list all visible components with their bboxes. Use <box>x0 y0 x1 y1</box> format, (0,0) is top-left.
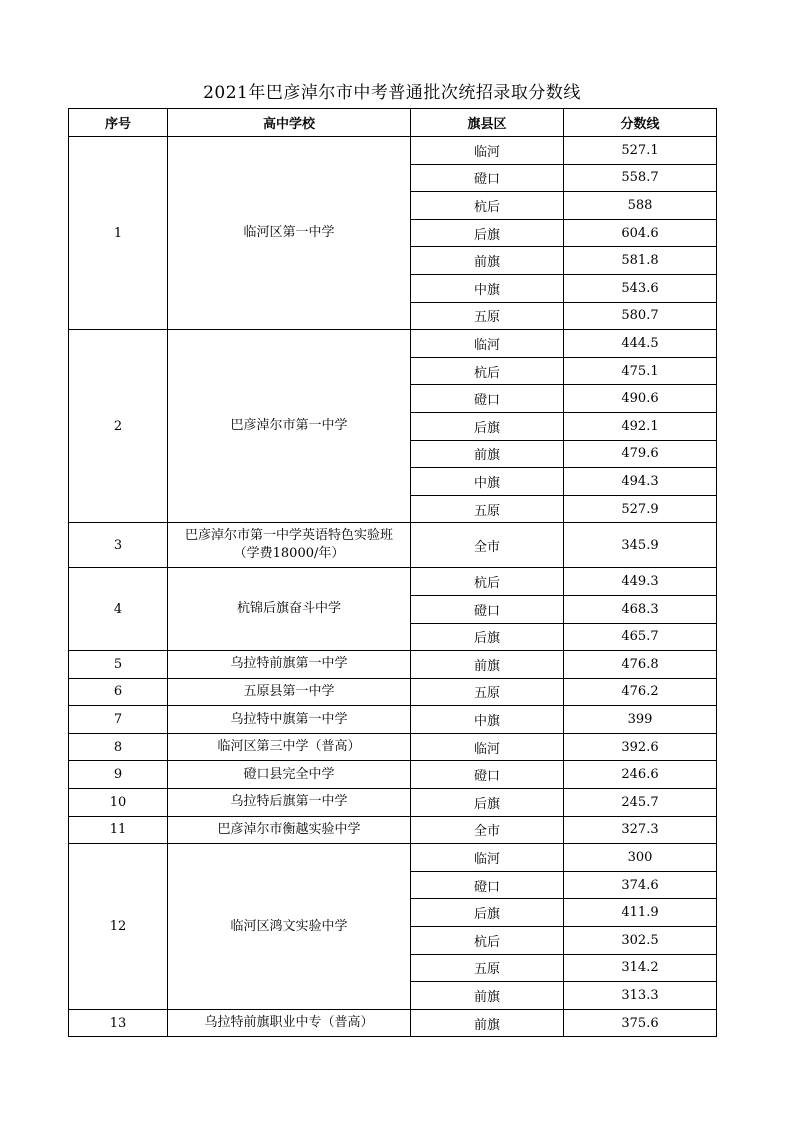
school-index: 6 <box>69 678 168 706</box>
district-cell: 磴口 <box>411 595 564 623</box>
header-school: 高中学校 <box>168 109 411 137</box>
district-cell: 五原 <box>411 302 564 330</box>
score-cell: 476.2 <box>564 678 717 706</box>
table-row <box>69 568 717 596</box>
district-cell: 杭后 <box>411 357 564 385</box>
district-cell: 五原 <box>411 495 564 523</box>
district-cell: 中旗 <box>411 468 564 496</box>
header-district: 旗县区 <box>411 109 564 137</box>
table-row <box>69 523 717 568</box>
school-index: 4 <box>69 568 168 651</box>
district-cell: 前旗 <box>411 651 564 679</box>
school-index: 13 <box>69 1009 168 1037</box>
district-cell: 磴口 <box>411 761 564 789</box>
school-index: 10 <box>69 789 168 817</box>
district-cell: 临河 <box>411 733 564 761</box>
school-index: 8 <box>69 733 168 761</box>
score-table <box>68 108 717 1037</box>
table-row <box>69 816 717 844</box>
table-row <box>69 844 717 872</box>
score-cell: 527.1 <box>564 137 717 165</box>
district-cell: 中旗 <box>411 274 564 302</box>
school-name: 乌拉特前旗第一中学 <box>230 656 348 672</box>
score-cell: 588 <box>564 192 717 220</box>
score-cell: 399 <box>564 706 717 734</box>
district-cell: 临河 <box>411 137 564 165</box>
school-name-cell <box>168 568 411 651</box>
district-cell: 后旗 <box>411 412 564 440</box>
score-cell: 246.6 <box>564 761 717 789</box>
score-cell: 492.1 <box>564 412 717 440</box>
school-note: （学费18000/年） <box>233 546 345 562</box>
school-name: 磴口县完全中学 <box>243 766 335 782</box>
district-cell: 前旗 <box>411 1009 564 1037</box>
table-row <box>69 706 717 734</box>
score-cell: 468.3 <box>564 595 717 623</box>
score-cell: 449.3 <box>564 568 717 596</box>
score-cell: 479.6 <box>564 440 717 468</box>
score-cell: 411.9 <box>564 899 717 927</box>
school-name-cell <box>168 844 411 1010</box>
district-cell: 磴口 <box>411 385 564 413</box>
score-cell: 375.6 <box>564 1009 717 1037</box>
school-name-cell <box>168 706 411 734</box>
school-name: 巴彦淖尔市第一中学英语特色实验班 <box>184 528 393 544</box>
school-name-cell <box>168 678 411 706</box>
school-name: 乌拉特后旗第一中学 <box>230 794 348 810</box>
table-row <box>69 761 717 789</box>
school-index: 3 <box>69 523 168 568</box>
school-name: 杭锦后旗奋斗中学 <box>236 601 341 617</box>
table-body <box>69 137 717 1037</box>
school-name: 临河区第一中学 <box>243 225 335 241</box>
school-name: 临河区第三中学（普高） <box>217 739 361 755</box>
district-cell: 中旗 <box>411 706 564 734</box>
district-cell: 后旗 <box>411 219 564 247</box>
school-name-cell <box>168 651 411 679</box>
district-cell: 磴口 <box>411 164 564 192</box>
district-cell: 全市 <box>411 816 564 844</box>
district-cell: 前旗 <box>411 982 564 1010</box>
score-cell: 543.6 <box>564 274 717 302</box>
table-row <box>69 330 717 358</box>
district-cell: 临河 <box>411 330 564 358</box>
school-index: 1 <box>69 137 168 330</box>
score-cell: 475.1 <box>564 357 717 385</box>
school-name-cell <box>168 789 411 817</box>
score-cell: 300 <box>564 844 717 872</box>
district-cell: 临河 <box>411 844 564 872</box>
school-name: 乌拉特中旗第一中学 <box>230 711 348 727</box>
table-row <box>69 733 717 761</box>
school-name-cell <box>168 1009 411 1037</box>
score-cell: 527.9 <box>564 495 717 523</box>
header-index: 序号 <box>69 109 168 137</box>
table-row <box>69 1009 717 1037</box>
table-row <box>69 789 717 817</box>
district-cell: 杭后 <box>411 568 564 596</box>
school-index: 11 <box>69 816 168 844</box>
score-cell: 345.9 <box>564 523 717 568</box>
school-index: 9 <box>69 761 168 789</box>
score-cell: 302.5 <box>564 927 717 955</box>
score-cell: 392.6 <box>564 733 717 761</box>
score-cell: 313.3 <box>564 982 717 1010</box>
score-cell: 476.8 <box>564 651 717 679</box>
school-name-cell <box>168 816 411 844</box>
score-cell: 494.3 <box>564 468 717 496</box>
score-cell: 314.2 <box>564 954 717 982</box>
district-cell: 后旗 <box>411 899 564 927</box>
table-row <box>69 678 717 706</box>
score-cell: 581.8 <box>564 247 717 275</box>
district-cell: 五原 <box>411 678 564 706</box>
school-name-cell <box>168 761 411 789</box>
score-cell: 558.7 <box>564 164 717 192</box>
score-cell: 327.3 <box>564 816 717 844</box>
district-cell: 五原 <box>411 954 564 982</box>
school-name: 乌拉特前旗职业中专（普高） <box>204 1015 374 1031</box>
school-name: 临河区鸿文实验中学 <box>230 918 348 934</box>
school-name-cell <box>168 523 411 568</box>
school-index: 2 <box>69 330 168 523</box>
table-row <box>69 651 717 679</box>
district-cell: 前旗 <box>411 247 564 275</box>
school-name: 巴彦淖尔市第一中学 <box>230 418 348 434</box>
school-name-cell <box>168 330 411 523</box>
table-header-row <box>69 109 717 137</box>
score-cell: 374.6 <box>564 871 717 899</box>
school-index: 5 <box>69 651 168 679</box>
district-cell: 前旗 <box>411 440 564 468</box>
district-cell: 杭后 <box>411 192 564 220</box>
score-cell: 580.7 <box>564 302 717 330</box>
page-title: 2021年巴彦淖尔市中考普通批次统招录取分数线 <box>203 83 581 103</box>
table-row <box>69 137 717 165</box>
school-name: 巴彦淖尔市衡越实验中学 <box>217 821 361 837</box>
district-cell: 后旗 <box>411 623 564 651</box>
score-cell: 245.7 <box>564 789 717 817</box>
school-index: 12 <box>69 844 168 1010</box>
school-name-cell <box>168 137 411 330</box>
district-cell: 全市 <box>411 523 564 568</box>
score-cell: 490.6 <box>564 385 717 413</box>
school-name-cell <box>168 733 411 761</box>
district-cell: 磴口 <box>411 871 564 899</box>
score-cell: 465.7 <box>564 623 717 651</box>
score-cell: 444.5 <box>564 330 717 358</box>
score-cell: 604.6 <box>564 219 717 247</box>
header-score: 分数线 <box>564 109 717 137</box>
school-name: 五原县第一中学 <box>243 683 335 699</box>
district-cell: 杭后 <box>411 927 564 955</box>
district-cell: 后旗 <box>411 789 564 817</box>
school-index: 7 <box>69 706 168 734</box>
